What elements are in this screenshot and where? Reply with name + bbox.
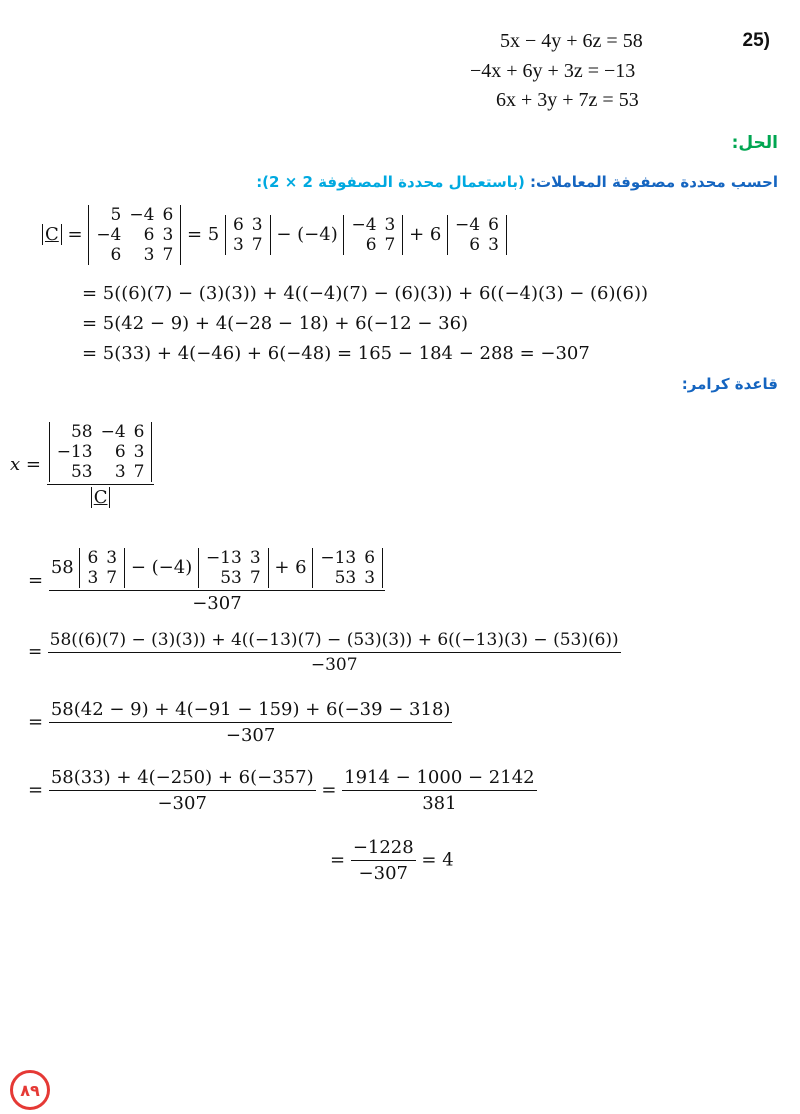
solution-label: الحل: bbox=[731, 133, 778, 153]
x-definition: x = 58 −4 6 −13 6 3 53 3 7 C bbox=[10, 422, 154, 508]
cramer-label: قاعدة كرامر: bbox=[681, 375, 778, 393]
det-c-line-1: = 5((6)(7) − (3)(3)) + 4((−4)(7) − (6)(3)) + 6((−4)(3) − (6)(6)) bbox=[82, 283, 649, 304]
x-fraction-6: $\frac{1914 - 1000 - 2142}{381}$ bbox=[344, 767, 535, 814]
det-c-line-2: = 5(42 − 9) + 4(−28 − 18) + 6(−12 − 36) bbox=[82, 313, 469, 334]
x-minor-1: 6 3 3 7 bbox=[79, 548, 125, 588]
det-c-label: C bbox=[42, 224, 62, 245]
x-final: = $\frac{-1228}{-307}$ = 4 bbox=[330, 837, 454, 884]
x-fraction-5: $\frac{58(33) + 4(-250) + 6(-357)}{-307}$ bbox=[50, 767, 314, 814]
x-result: 4 bbox=[442, 849, 454, 871]
det-c-expansion: C = 5 −4 6 −4 6 3 6 3 7 = 5 6 3 3 7 − (−4) −4 3 6 7 + 6 −4 6 6 3 bbox=[42, 205, 507, 265]
x-fraction-4: $\frac{58(42 - 9) + 4(-91 - 159) + 6(-39 - 318)}{-307}$ bbox=[50, 699, 451, 746]
x-step-5: = $\frac{58(33) + 4(-250) + 6(-357)}{-307}$ = $\frac{1914 - 1000 - 2142}{381}$ bbox=[28, 767, 535, 814]
page-number-badge bbox=[10, 1070, 50, 1110]
equation-3: 6x + 3y + 7z = 53 bbox=[496, 89, 639, 111]
x-denom-label: C bbox=[91, 487, 111, 508]
x-step-3: = 58((6)(7) − (3)(3)) + 4((−13)(7) − (53)(3)) + 6((−13)(3) − (53)(6)) −307 bbox=[28, 630, 619, 675]
x-fraction-3: 58((6)(7) − (3)(3)) + 4((−13)(7) − (53)(3)) + 6((−13)(3) − (53)(6)) −307 bbox=[49, 630, 619, 675]
x-minor-2: −13 3 53 7 bbox=[198, 548, 269, 588]
minor-3: −4 6 6 3 bbox=[447, 215, 507, 255]
page-number: ٨٩ bbox=[20, 1080, 40, 1100]
x-fraction-2: 58 6 3 3 7 − (−4) −13 3 53 7 + 6 −13 6 53 3 −307 bbox=[49, 548, 385, 614]
problem-number: 25) bbox=[742, 30, 770, 51]
x-step-4: = $\frac{58(42 - 9) + 4(-91 - 159) + 6(-39 - 318)}{-307}$ bbox=[28, 699, 451, 746]
equation-2: −4x + 6y + 3z = −13 bbox=[470, 60, 636, 82]
equation-1: 5x − 4y + 6z = 58 bbox=[500, 30, 643, 52]
matrix-x: 58 −4 6 −13 6 3 53 3 7 bbox=[49, 422, 153, 482]
minor-2: −4 3 6 7 bbox=[343, 215, 403, 255]
step-heading bbox=[256, 173, 778, 191]
x-step-2: = 58 6 3 3 7 − (−4) −13 3 53 7 + 6 −13 6 53 3 −307 bbox=[28, 548, 385, 614]
x-final-fraction: $\frac{-1228}{-307}$ bbox=[352, 837, 414, 884]
x-fraction-1 bbox=[47, 422, 155, 508]
minor-1: 6 3 3 7 bbox=[225, 215, 271, 255]
x-variable: x bbox=[10, 454, 21, 475]
det-c-line-3: = 5(33) + 4(−46) + 6(−48) = 165 − 184 − 288 = −307 bbox=[82, 343, 590, 364]
step-heading-note: (باستعمال محددة المصفوفة 2 × 2): bbox=[256, 173, 525, 191]
matrix-c: 5 −4 6 −4 6 3 6 3 7 bbox=[88, 205, 181, 265]
step-heading-text: احسب محددة مصفوفة المعاملات: bbox=[530, 173, 778, 191]
x-minor-3: −13 6 53 3 bbox=[312, 548, 383, 588]
problem-statement bbox=[470, 28, 770, 118]
